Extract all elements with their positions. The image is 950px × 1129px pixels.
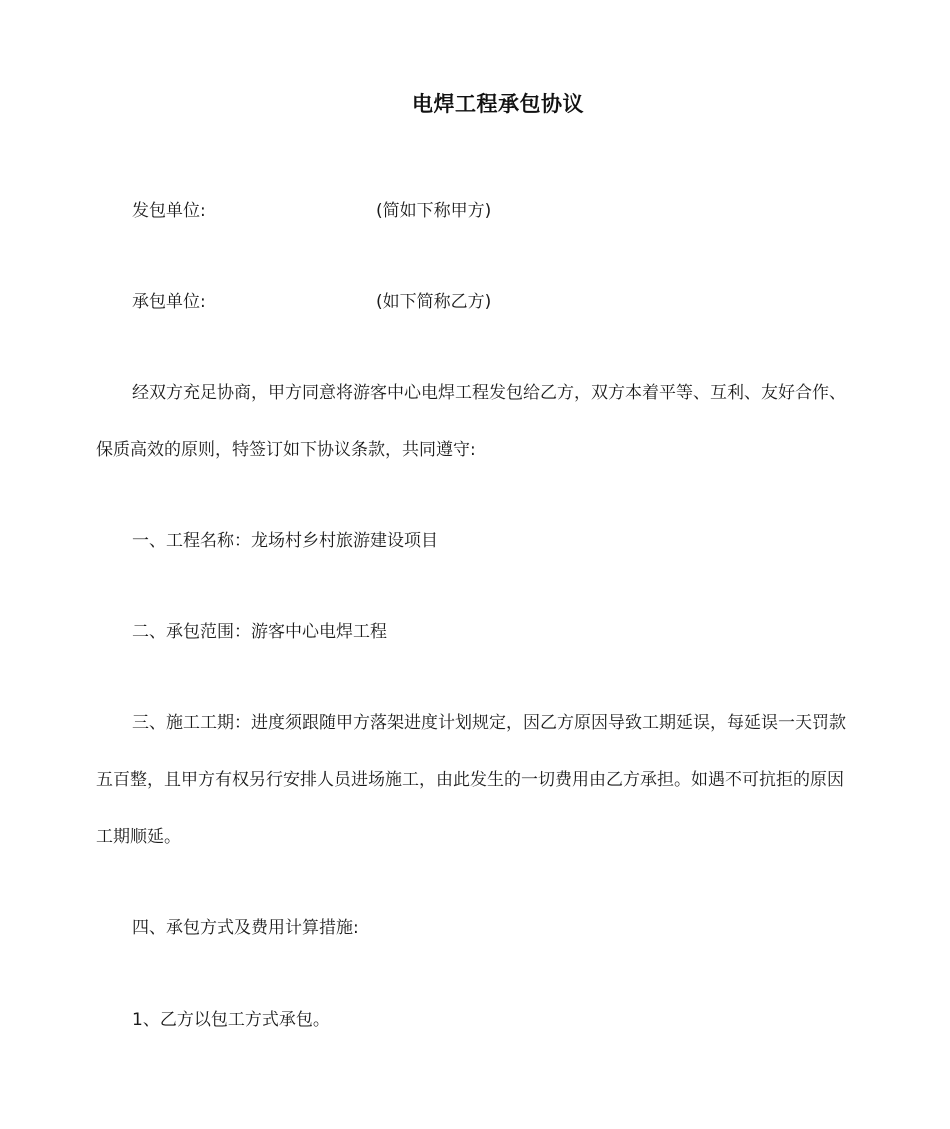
party-a-label: 发包单位: xyxy=(132,201,206,221)
clause-contract-method: 四、承包方式及费用计算措施: xyxy=(132,918,359,938)
intro-paragraph-line-2: 保质高效的原则，特签订如下协议条款，共同遵守: xyxy=(96,440,476,460)
party-b-note: (如下简称乙方) xyxy=(376,292,492,312)
clause-schedule-line-2: 五百整，且甲方有权另行安排人员进场施工，由此发生的一切费用由乙方承担。如遇不可抗拒的原因 xyxy=(96,770,844,790)
party-b-label: 承包单位: xyxy=(132,292,206,312)
clause-schedule-line-3: 工期顺延。 xyxy=(96,827,181,847)
intro-paragraph-line-1: 经双方充足协商，甲方同意将游客中心电焊工程发包给乙方，双方本着平等、互利、友好合作、 xyxy=(132,383,846,403)
party-a-note: (简如下称甲方) xyxy=(376,201,492,221)
clause-project-name: 一、工程名称：龙场村乡村旅游建设项目 xyxy=(132,531,438,551)
clause-schedule-line-1: 三、施工工期：进度须跟随甲方落架进度计划规定，因乙方原因导致工期延误，每延误一天罚款 xyxy=(132,713,846,733)
document-title: 电焊工程承包协议 xyxy=(412,92,584,116)
clause-item-1: 1、乙方以包工方式承包。 xyxy=(132,1010,330,1030)
clause-contract-scope: 二、承包范围：游客中心电焊工程 xyxy=(132,622,387,642)
